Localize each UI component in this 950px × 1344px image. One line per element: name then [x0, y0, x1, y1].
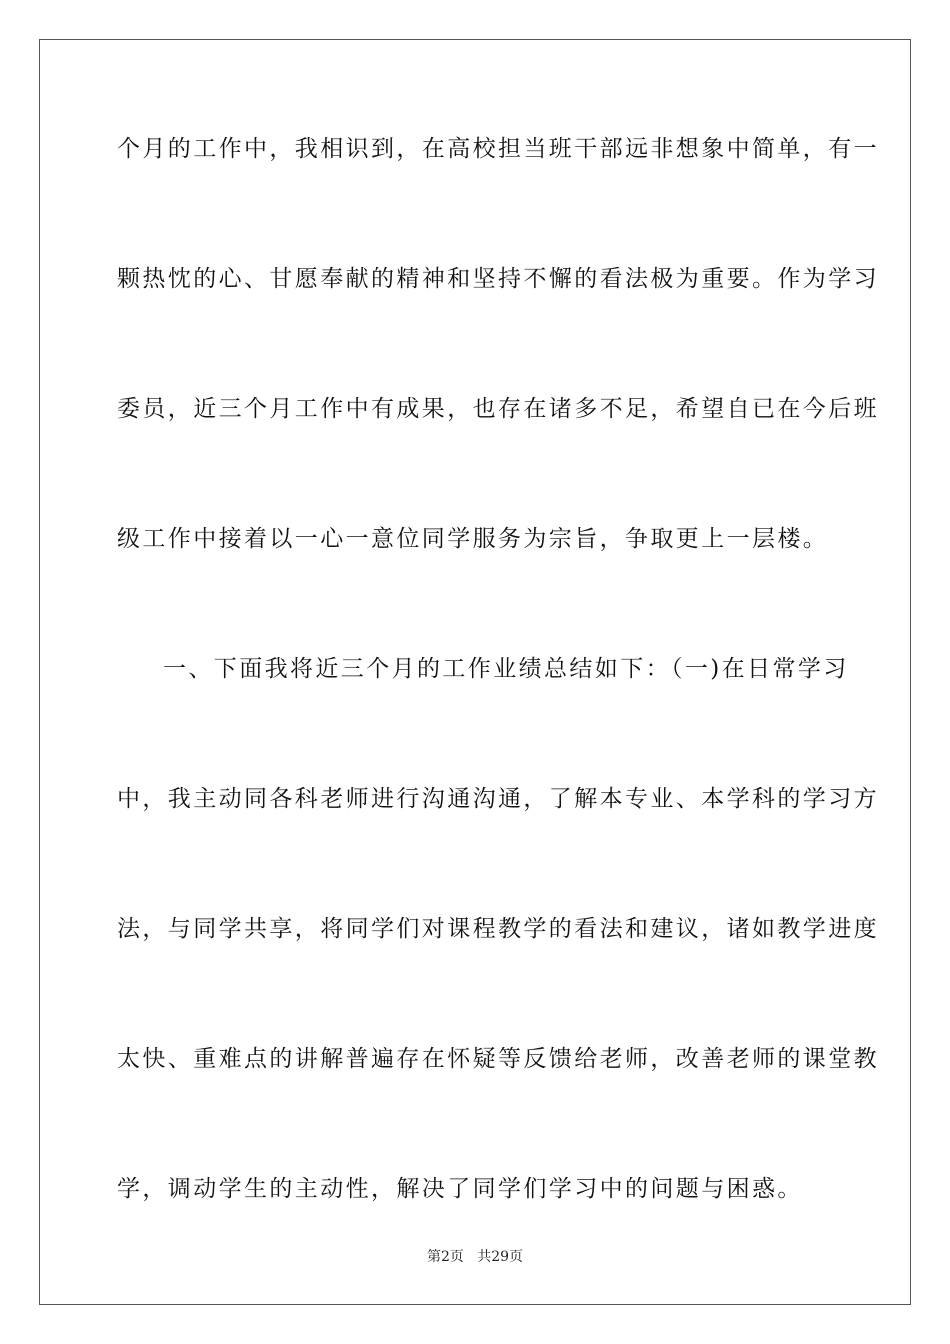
text-line-7: 法，与同学共享，将同学们对课程教学的看法和建议，诸如教学进度	[117, 916, 879, 942]
text-line-1: 个月的工作中，我相识到，在高校担当班干部远非想象中简单，有一	[117, 136, 879, 162]
page-number: 第2页 共29页	[426, 1249, 524, 1265]
text-line-6: 中，我主动同各科老师进行沟通沟通，了解本专业、本学科的学习方	[117, 786, 879, 812]
text-line-3: 委员，近三个月工作中有成果，也存在诸多不足，希望自已在今后班	[117, 396, 879, 422]
text-line-9: 学，调动学生的主动性，解决了同学们学习中的问题与困惑。	[117, 1176, 803, 1202]
document-body	[117, 117, 879, 1287]
text-line-2: 颗热忱的心、甘愿奉献的精神和坚持不懈的看法极为重要。作为学习	[117, 266, 879, 292]
text-line-4: 级工作中接着以一心一意位同学服务为宗旨，争取更上一层楼。	[117, 526, 829, 552]
text-line-8: 太快、重难点的讲解普遍存在怀疑等反馈给老师，改善老师的课堂教	[117, 1046, 879, 1072]
text-line-5: 一、下面我将近三个月的工作业绩总结如下：（一)在日常学习	[163, 656, 849, 682]
